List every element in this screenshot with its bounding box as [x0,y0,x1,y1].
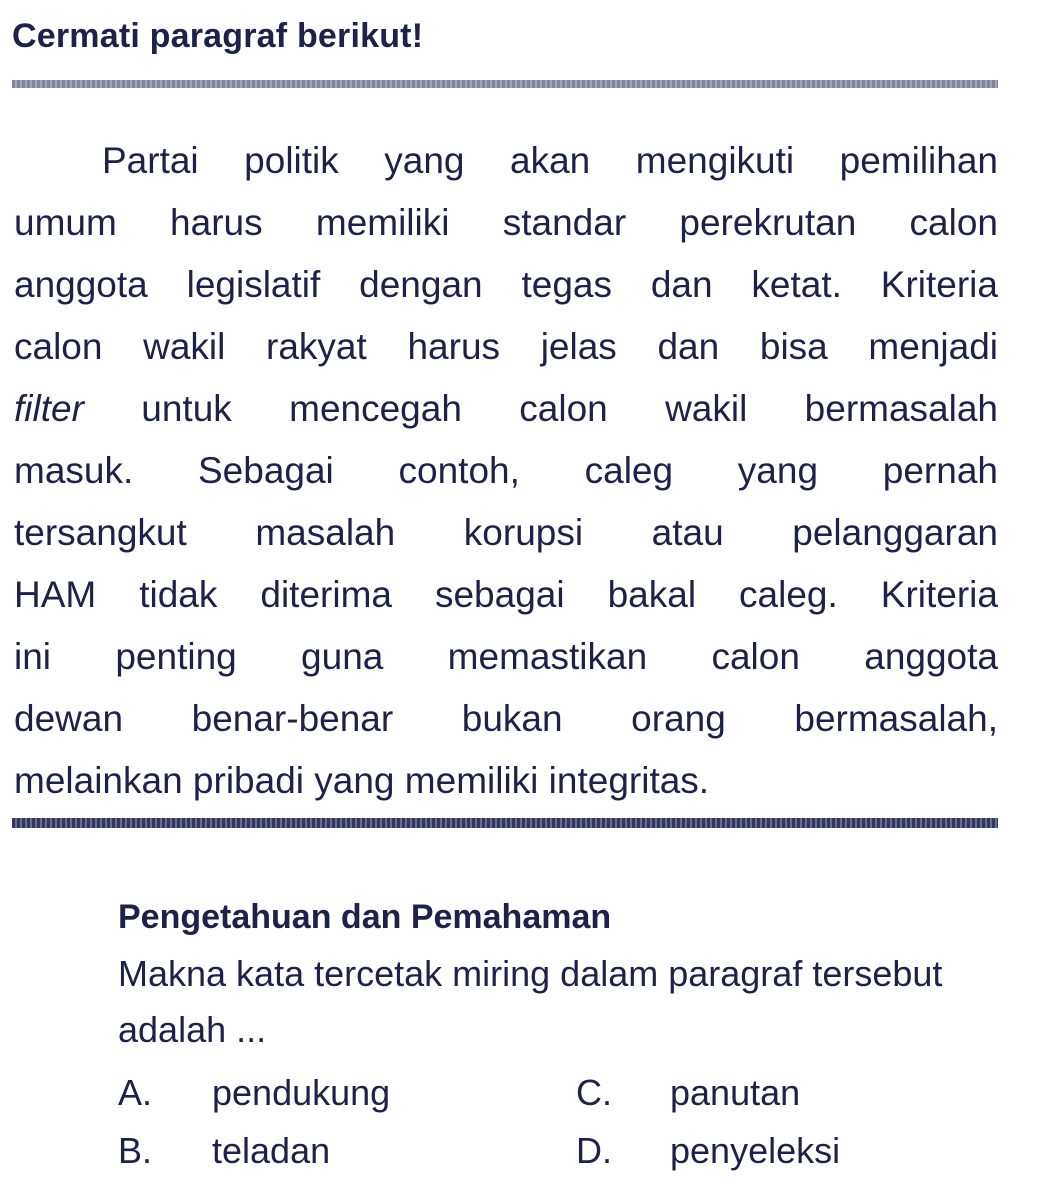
answer-options [118,1064,998,1184]
option-c[interactable] [576,1064,800,1122]
option-text: teladan [212,1130,331,1171]
passage-line: ini penting guna memastikan calon anggota [14,636,998,677]
option-text: panutan [670,1072,801,1113]
passage-line-text: untuk mencegah calon wakil bermasalah [141,388,998,429]
passage-line: tersangkut masalah korupsi atau pelanggaran [14,512,998,553]
option-text: pendukung [212,1072,391,1113]
passage-line: melainkan pribadi yang memiliki integritas. [14,760,710,801]
passage-line: HAM tidak diterima sebagai bakal caleg. Kriteria [14,574,998,615]
section-title: Pengetahuan dan Pemahaman [118,898,612,936]
question-text: Makna kata tercetak miring dalam paragraf tersebut adalah ... [118,953,943,1050]
passage-line: anggota legislatif dengan tegas dan ketat. Kriteria [14,264,998,305]
passage-line: dewan benar-benar bukan orang bermasalah, [14,698,998,739]
instruction-heading: Cermati paragraf berikut! [12,17,424,55]
option-b[interactable] [118,1122,330,1180]
passage-line: calon wakil rakyat harus jelas dan bisa menjadi [14,326,998,367]
option-d[interactable] [576,1122,840,1180]
passage-line: umum harus memiliki standar perekrutan calon [14,202,998,243]
option-letter: A. [118,1072,153,1113]
passage-paragraph [14,130,998,812]
option-a[interactable] [118,1064,390,1122]
top-divider [12,80,998,88]
italic-term: filter [14,388,84,429]
option-text: penyeleksi [670,1130,841,1171]
option-letter: C. [576,1072,612,1113]
bottom-divider [12,818,998,828]
passage-line-with-italic [14,378,998,440]
option-letter: D. [576,1130,612,1171]
option-letter: B. [118,1130,153,1171]
passage-line: Partai politik yang akan mengikuti pemilihan [102,140,998,181]
passage-line: masuk. Sebagai contoh, caleg yang pernah [14,450,998,491]
